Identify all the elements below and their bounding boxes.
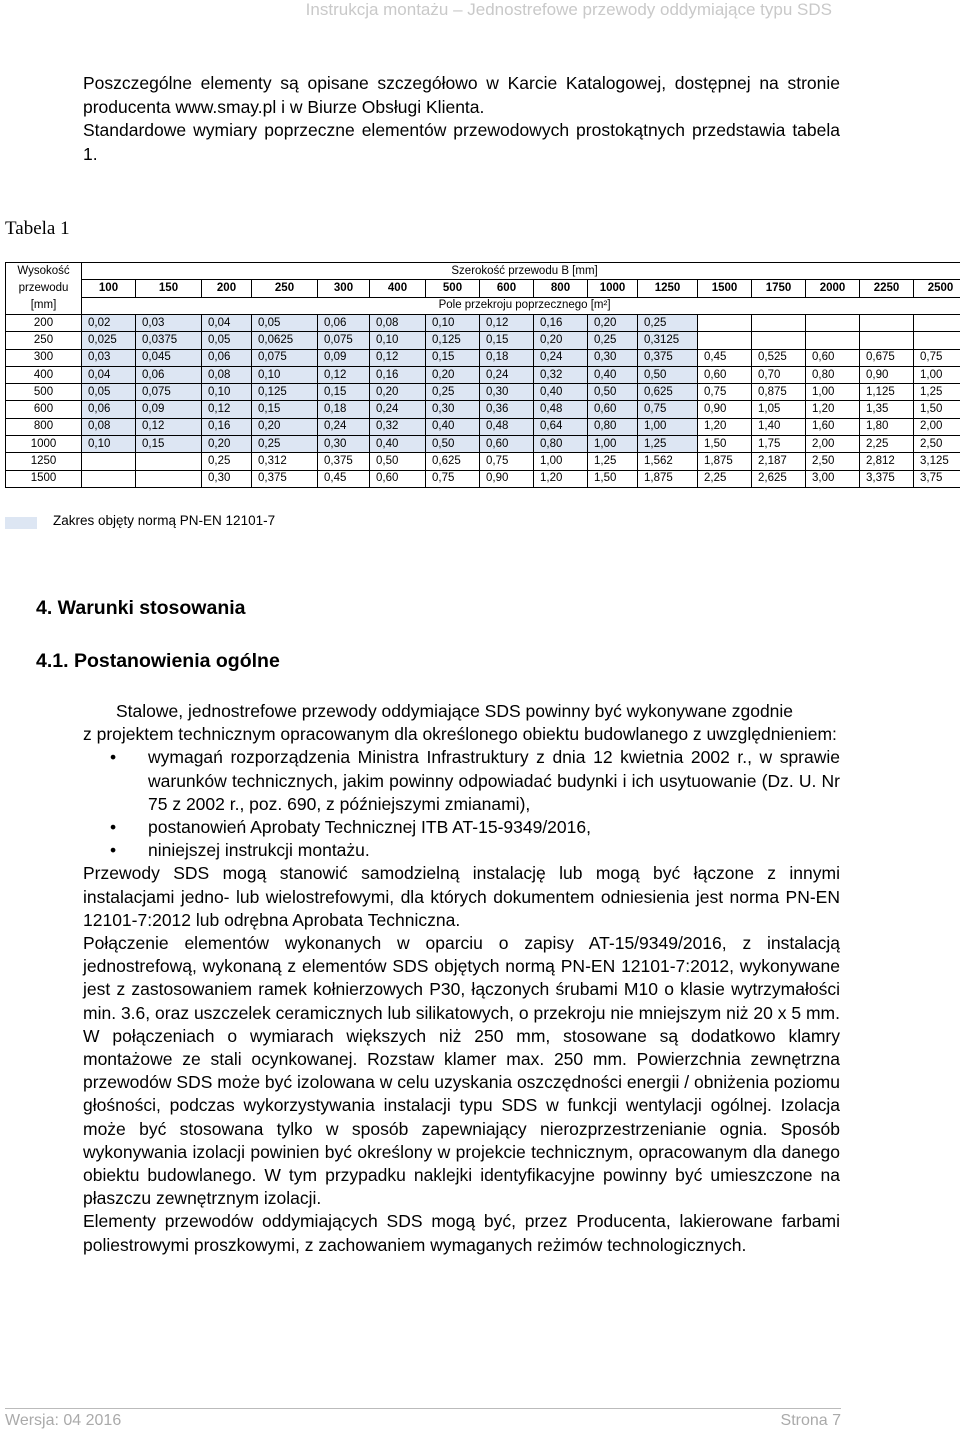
area-cell: 0,24 (370, 401, 426, 418)
footer-version: Wersja: 04 2016 (5, 1412, 122, 1429)
area-cell: 0,80 (534, 436, 588, 453)
area-cell: 0,60 (588, 401, 638, 418)
area-cell: 0,04 (82, 366, 136, 383)
area-cell: 2,187 (752, 453, 806, 470)
area-cell: 1,50 (698, 436, 752, 453)
height-cell: 1250 (6, 453, 82, 470)
area-cell (136, 453, 202, 470)
area-cell: 2,25 (698, 470, 752, 487)
width-header-cell: 2500 (914, 280, 960, 297)
area-cell: 0,16 (202, 418, 252, 435)
area-cell: 0,75 (698, 384, 752, 401)
area-cell: 1,00 (638, 418, 698, 435)
intro-paragraph: Standardowe wymiary poprzeczne elementów przewodowych prostokątnych przedstawia tabela 1. (83, 120, 840, 164)
area-cell: 0,08 (82, 418, 136, 435)
area-cell: 0,10 (202, 384, 252, 401)
width-header-cell: 2000 (806, 280, 860, 297)
area-cell: 0,40 (426, 418, 480, 435)
area-cell: 0,48 (480, 418, 534, 435)
area-cell: 0,0625 (252, 332, 318, 349)
area-cell: 1,00 (534, 453, 588, 470)
intro-paragraph: Poszczególne elementy są opisane szczegółowo w Karcie Katalogowej, dostępnej na stronie producenta www.smay.pl i w Biurze Obsługi Klienta. (83, 73, 840, 117)
area-cell: 0,12 (202, 401, 252, 418)
area-cell: 0,24 (318, 418, 370, 435)
width-header: Szerokość przewodu B [mm] (82, 263, 960, 280)
list-item: • wymagań rozporządzenia Ministra Infrastruktury z dnia 12 kwietnia 2002 r., w sprawie warunków technicznych, jakim powinny odpowiadać budynki i ich usytuowanie (Dz. U. Nr 75 z 2002 r., poz. 690, z późniejszymi zmianami), (148, 746, 840, 816)
area-cell: 0,48 (534, 401, 588, 418)
table-row (6, 470, 960, 487)
table-row (6, 349, 960, 366)
area-cell: 0,625 (638, 384, 698, 401)
body-paragraph: Elementy przewodów oddymiających SDS mogą być, przez Producenta, lakierowane farbami poliestrowymi proszkowymi, z zachowaniem wymaganych reżimów technologicznych. (83, 1211, 840, 1255)
area-cell: 0,36 (480, 401, 534, 418)
area-cell: 1,20 (698, 418, 752, 435)
area-cell: 0,25 (426, 384, 480, 401)
area-cell: 1,00 (914, 366, 960, 383)
area-cell: 0,18 (318, 401, 370, 418)
area-cell: 0,06 (202, 349, 252, 366)
intro-text (83, 72, 840, 166)
area-cell: 0,25 (252, 436, 318, 453)
area-cell: 0,30 (588, 349, 638, 366)
height-cell: 400 (6, 366, 82, 383)
area-cell: 0,10 (426, 315, 480, 332)
legend-swatch (5, 517, 37, 529)
area-cell: 0,20 (426, 366, 480, 383)
area-cell (82, 470, 136, 487)
area-cell: 2,00 (806, 436, 860, 453)
area-cell: 0,075 (318, 332, 370, 349)
area-cell (860, 315, 914, 332)
area-cell (860, 332, 914, 349)
height-cell: 600 (6, 401, 82, 418)
area-cell: 0,30 (202, 470, 252, 487)
area-cell: 0,025 (82, 332, 136, 349)
area-cell: 0,125 (426, 332, 480, 349)
area-cell: 1,00 (806, 384, 860, 401)
area-cell: 2,25 (860, 436, 914, 453)
running-header: Instrukcja montażu – Jednostrefowe przewody oddymiające typu SDS (305, 0, 832, 19)
table-row (6, 384, 960, 401)
area-cell: 0,90 (860, 366, 914, 383)
area-cell: 0,312 (252, 453, 318, 470)
width-header-cell: 1750 (752, 280, 806, 297)
area-cell: 0,12 (370, 349, 426, 366)
body-paragraph: Stalowe, jednostrefowe przewody oddymiające SDS powinny być wykonywane zgodnie (116, 701, 794, 721)
area-cell: 0,12 (318, 366, 370, 383)
corner-line: Wysokość (17, 265, 70, 277)
width-header-cell: 250 (252, 280, 318, 297)
area-cell (914, 332, 960, 349)
area-cell: 0,75 (426, 470, 480, 487)
area-cell: 1,35 (860, 401, 914, 418)
list-item: • niniejszej instrukcji montażu. (148, 839, 840, 862)
subsection-title: 4.1. Postanowienia ogólne (36, 650, 280, 672)
area-cell: 0,675 (860, 349, 914, 366)
area-cell: 0,75 (480, 453, 534, 470)
width-values-row (6, 280, 960, 297)
area-cell: 0,60 (370, 470, 426, 487)
area-cell: 3,125 (914, 453, 960, 470)
area-cell: 0,15 (480, 332, 534, 349)
area-cell: 0,09 (318, 349, 370, 366)
area-cell: 0,20 (534, 332, 588, 349)
area-cell: 0,30 (480, 384, 534, 401)
area-cell: 0,20 (588, 315, 638, 332)
area-cell: 1,50 (914, 401, 960, 418)
width-header-cell: 400 (370, 280, 426, 297)
area-cell: 3,00 (806, 470, 860, 487)
area-cell: 0,10 (370, 332, 426, 349)
area-cell: 0,75 (914, 349, 960, 366)
width-header-cell: 800 (534, 280, 588, 297)
width-header-cell: 1000 (588, 280, 638, 297)
area-cell: 0,15 (318, 384, 370, 401)
area-cell: 0,25 (638, 315, 698, 332)
height-cell: 1000 (6, 436, 82, 453)
area-cell: 0,80 (588, 418, 638, 435)
area-cell: 0,08 (202, 366, 252, 383)
area-cell (698, 315, 752, 332)
area-cell: 0,05 (202, 332, 252, 349)
area-cell: 1,562 (638, 453, 698, 470)
area-cell: 0,625 (426, 453, 480, 470)
area-cell: 0,50 (426, 436, 480, 453)
area-cell: 0,12 (136, 418, 202, 435)
area-header: Pole przekroju poprzecznego [m²] (82, 297, 960, 314)
area-cell (136, 470, 202, 487)
requirements-list (83, 746, 840, 862)
area-cell: 2,50 (806, 453, 860, 470)
area-cell: 0,125 (252, 384, 318, 401)
area-cell: 1,50 (588, 470, 638, 487)
area-cell: 0,075 (136, 384, 202, 401)
area-cell: 0,15 (252, 401, 318, 418)
area-cell: 0,05 (82, 384, 136, 401)
area-cell: 0,50 (370, 453, 426, 470)
area-cell: 0,16 (370, 366, 426, 383)
area-cell: 0,20 (370, 384, 426, 401)
area-cell: 0,32 (534, 366, 588, 383)
table-caption: Tabela 1 (5, 218, 70, 239)
width-header-cell: 200 (202, 280, 252, 297)
legend-text: Zakres objęty normą PN-EN 12101-7 (53, 513, 276, 528)
area-cell: 0,875 (752, 384, 806, 401)
area-cell (914, 315, 960, 332)
area-cell: 0,64 (534, 418, 588, 435)
area-cell: 0,06 (318, 315, 370, 332)
area-cell: 1,80 (860, 418, 914, 435)
area-cell: 0,04 (202, 315, 252, 332)
body-paragraph: Połączenie elementów wykonanych w oparciu o zapisy AT-15/9349/2016, z instalacją jednostrefową, wykonaną z elementów SDS objętych normą PN-EN 12101-7:2012, wykonywane jest z zastosowaniem ramek kołnierzowych P30, łączonych śrubami M10 o klasie wytrzymałości min. 3.6, oraz uszczelek ceramicznych lub silikatowych, o przekroju nie mniejszym niż 20 x 5 mm. W połączeniach o wymiarach większych niż 250 mm, stosowane są dodatkowo klamry montażowe ze stali ocynkowanej. Rozstaw klamer max. 250 mm. Powierzchnia zewnętrzna przewodów SDS może być izolowana w celu uzyskania oszczędności energii / obniżenia poziomu głośności, podczas wykorzystywania instalacji typu SDS w funkcji wentylacji ogólnej. Izolacja może być stosowana tylko w sposób zapewniający nierozprzestrzenianie ognia. Sposób wykonywania izolacji powinien być określony w projekcie technicznym, opracowanym dla danego obiektu budowlanego. W tym przypadku naklejki identyfikacyjne powinny być umieszczone na płaszczu zewnętrznym izolacji. (83, 933, 840, 1209)
area-cell (752, 332, 806, 349)
area-cell: 0,15 (426, 349, 480, 366)
area-cell: 1,25 (638, 436, 698, 453)
area-cell: 0,02 (82, 315, 136, 332)
area-cell: 0,375 (638, 349, 698, 366)
area-cell: 0,24 (480, 366, 534, 383)
height-cell: 300 (6, 349, 82, 366)
area-cell: 0,75 (638, 401, 698, 418)
area-cell: 0,20 (252, 418, 318, 435)
width-header-cell: 1250 (638, 280, 698, 297)
area-cell: 0,50 (588, 384, 638, 401)
table-row (6, 453, 960, 470)
area-cell (698, 332, 752, 349)
area-cell: 0,03 (136, 315, 202, 332)
section-title: 4. Warunki stosowania (36, 597, 246, 619)
area-cell: 0,18 (480, 349, 534, 366)
area-cell (752, 315, 806, 332)
body-paragraph: Przewody SDS mogą stanowić samodzielną instalację lub mogą być łączone z innymi instalacjami jedno- lub wielostrefowymi, dla których dokumentem odniesienia jest norma PN-EN 12101-7:2012 lub odrębna Aprobata Techniczna. (83, 863, 840, 930)
table-row (6, 315, 960, 332)
corner-line: przewodu (18, 282, 69, 294)
area-cell: 0,40 (588, 366, 638, 383)
corner-header (6, 263, 82, 315)
area-cell: 2,625 (752, 470, 806, 487)
width-header-cell: 100 (82, 280, 136, 297)
area-cell: 3,375 (860, 470, 914, 487)
area-cell: 1,60 (806, 418, 860, 435)
area-cell: 1,05 (752, 401, 806, 418)
height-cell: 250 (6, 332, 82, 349)
corner-line: [mm] (30, 299, 57, 311)
area-cell: 0,25 (588, 332, 638, 349)
area-cell: 0,075 (252, 349, 318, 366)
width-header-cell: 600 (480, 280, 534, 297)
table-row (6, 401, 960, 418)
area-cell: 0,20 (202, 436, 252, 453)
area-cell: 0,24 (534, 349, 588, 366)
area-cell: 0,525 (752, 349, 806, 366)
height-cell: 200 (6, 315, 82, 332)
table-row (6, 332, 960, 349)
area-cell: 0,10 (252, 366, 318, 383)
area-cell: 1,25 (588, 453, 638, 470)
footer-divider (5, 1408, 841, 1409)
height-cell: 800 (6, 418, 82, 435)
area-cell: 1,875 (698, 453, 752, 470)
area-cell: 0,375 (252, 470, 318, 487)
width-header-cell: 500 (426, 280, 480, 297)
area-cell: 0,25 (202, 453, 252, 470)
area-cell: 0,30 (426, 401, 480, 418)
table-row (6, 436, 960, 453)
footer-page-number: Strona 7 (780, 1412, 841, 1429)
body-paragraph: z projektem technicznym opracowanym dla określonego obiektu budowlanego z uwzględnieniem: (83, 724, 837, 745)
area-cell: 0,10 (82, 436, 136, 453)
area-cell: 1,20 (534, 470, 588, 487)
area-cell: 2,00 (914, 418, 960, 435)
area-cell: 1,75 (752, 436, 806, 453)
area-cell: 0,32 (370, 418, 426, 435)
area-cell: 0,40 (370, 436, 426, 453)
area-cell: 0,45 (698, 349, 752, 366)
table-row (6, 366, 960, 383)
area-cell: 0,09 (136, 401, 202, 418)
area-cell: 0,60 (698, 366, 752, 383)
area-cell: 1,00 (588, 436, 638, 453)
area-cell: 1,875 (638, 470, 698, 487)
area-cell: 0,045 (136, 349, 202, 366)
list-item: • postanowień Aprobaty Technicznej ITB AT-15-9349/2016, (148, 816, 840, 839)
width-header-cell: 2250 (860, 280, 914, 297)
area-cell: 0,70 (752, 366, 806, 383)
area-cell: 0,15 (136, 436, 202, 453)
area-cell (806, 332, 860, 349)
area-cell: 0,06 (136, 366, 202, 383)
area-cell: 1,20 (806, 401, 860, 418)
height-cell: 500 (6, 384, 82, 401)
area-cell: 0,50 (638, 366, 698, 383)
area-cell: 0,06 (82, 401, 136, 418)
width-header-cell: 300 (318, 280, 370, 297)
area-cell: 0,12 (480, 315, 534, 332)
area-cell: 1,125 (860, 384, 914, 401)
area-cell: 0,90 (480, 470, 534, 487)
area-cell: 0,60 (806, 349, 860, 366)
area-cell: 0,375 (318, 453, 370, 470)
cross-section-table (5, 262, 960, 488)
area-cell: 0,90 (698, 401, 752, 418)
area-cell (806, 315, 860, 332)
area-cell: 0,60 (480, 436, 534, 453)
area-cell: 0,0375 (136, 332, 202, 349)
area-cell: 1,25 (914, 384, 960, 401)
area-cell (82, 453, 136, 470)
area-cell: 3,75 (914, 470, 960, 487)
area-cell: 0,45 (318, 470, 370, 487)
body-text (83, 700, 840, 1257)
area-cell: 0,05 (252, 315, 318, 332)
area-cell: 0,80 (806, 366, 860, 383)
area-cell: 0,30 (318, 436, 370, 453)
area-cell: 2,812 (860, 453, 914, 470)
width-header-cell: 1500 (698, 280, 752, 297)
area-cell: 0,03 (82, 349, 136, 366)
height-cell: 1500 (6, 470, 82, 487)
area-cell: 0,40 (534, 384, 588, 401)
area-cell: 2,50 (914, 436, 960, 453)
area-cell: 0,3125 (638, 332, 698, 349)
table-row (6, 418, 960, 435)
width-header-cell: 150 (136, 280, 202, 297)
area-cell: 1,40 (752, 418, 806, 435)
area-cell: 0,08 (370, 315, 426, 332)
area-cell: 0,16 (534, 315, 588, 332)
